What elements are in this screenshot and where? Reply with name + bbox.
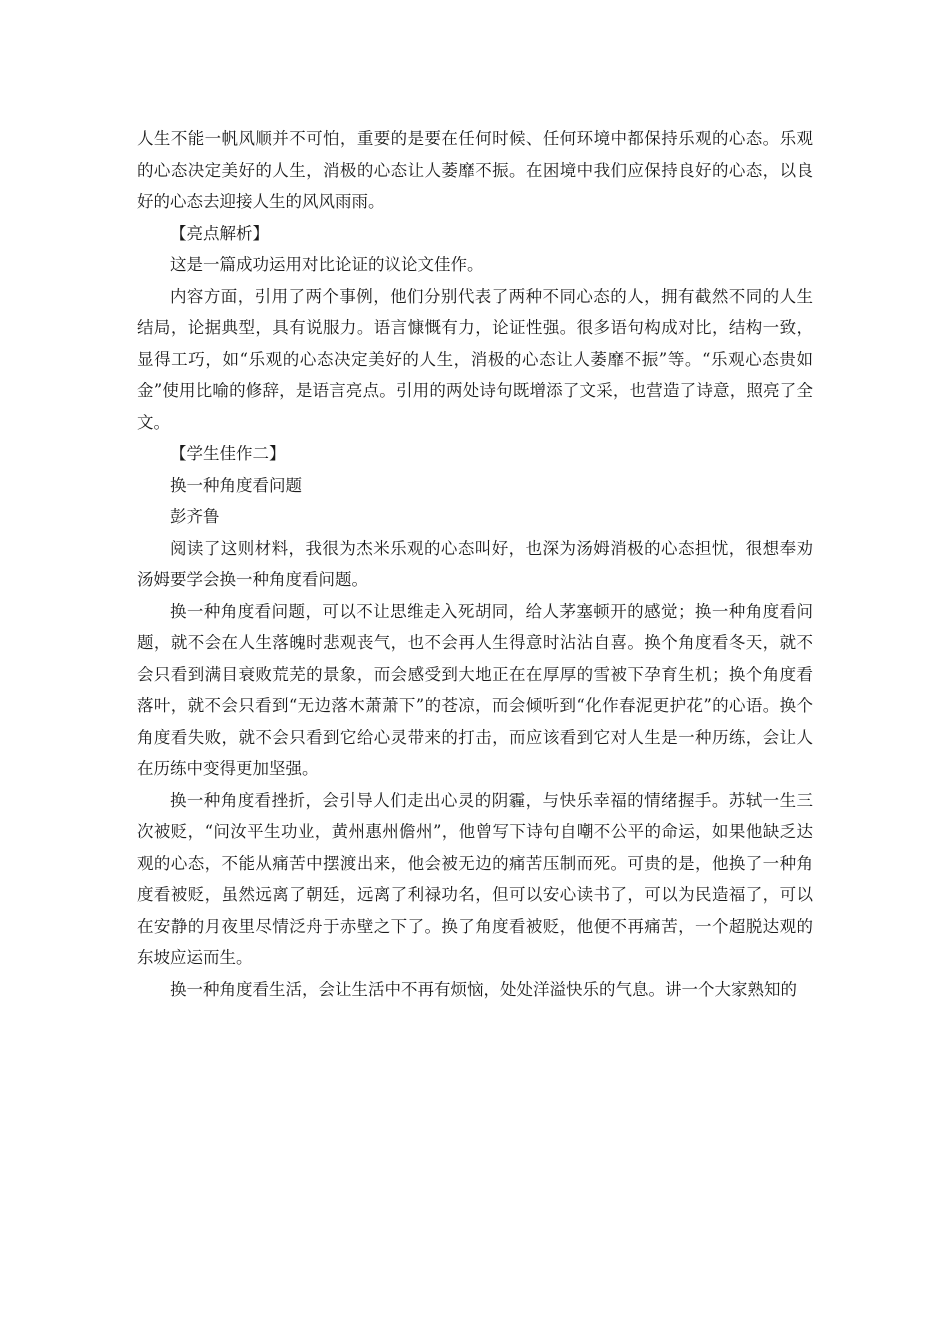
paragraph-conclusion: 人生不能一帆风顺并不可怕，重要的是要在任何时候、任何环境中都保持乐观的心态。乐观的心态决定美好的人生，消极的心态让人萎靡不振。在困境中我们应保持良好的心态，以良好的心态去迎接人生的风风雨雨。 xyxy=(137,129,813,211)
essay-paragraph-life: 换一种角度看生活，会让生活中不再有烦恼，处处洋溢快乐的气息。讲一个大家熟知的 xyxy=(170,979,797,999)
essay-author: 彭齐鲁 xyxy=(170,507,220,526)
section-heading-highlights: 【亮点解析】 xyxy=(170,223,269,243)
essay-title: 换一种角度看问题 xyxy=(170,475,302,495)
essay-paragraph-perspective: 换一种角度看问题，可以不让思维走入死胡同，给人茅塞顿开的感觉；换一种角度看问题，就不会在人生落魄时悲观丧气，也不会再人生得意时沾沾自喜。换个角度看冬天，就不会只看到满目衰败荒芜的景象，而会感受到大地正在在厚厚的雪被下孕育生机；换个角度看落叶，就不会只看到“无边落木萧萧下”的苍凉，而会倾听到“化作春泥更护花”的心语。换个角度看失败，就不会只看到它给心灵带来的打击，而应该看到它对人生是一种历练，会让人在历练中变得更加坚强。 xyxy=(137,601,813,778)
essay-paragraph-intro: 阅读了这则材料，我很为杰米乐观的心态叫好，也深为汤姆消极的心态担忧，很想奉劝汤姆要学会换一种角度看问题。 xyxy=(137,538,813,589)
essay-paragraph-setbacks: 换一种角度看挫折，会引导人们走出心灵的阴霾，与快乐幸福的情绪握手。苏轼一生三次被贬，“问汝平生功业，黄州惠州儋州”，他曾写下诗句自嘲不公平的命运，如果他缺乏达观的心态，不能从痛苦中摆渡出来，他会被无边的痛苦压制而死。可贵的是，他换了一种角度看被贬，虽然远离了朝廷，远离了利禄功名，但可以安心读书了，可以为民造福了，可以在安静的月夜里尽情泛舟于赤壁之下了。换了角度看被贬，他便不再痛苦，一个超脱达观的东坡应运而生。 xyxy=(137,790,813,967)
paragraph-highlights-analysis: 内容方面，引用了两个事例，他们分别代表了两种不同心态的人，拥有截然不同的人生结局，论据典型，具有说服力。语言慷慨有力，论证性强。很多语句构成对比，结构一致，显得工巧，如“乐观的心态决定美好的人生，消极的心态让人萎靡不振”等。“乐观心态贵如金”使用比喻的修辞，是语言亮点。引用的两处诗句既增添了文采，也营造了诗意，照亮了全文。 xyxy=(137,286,813,432)
paragraph-highlights-summary: 这是一篇成功运用对比论证的议论文佳作。 xyxy=(170,255,484,274)
document-body xyxy=(137,123,813,1005)
section-heading-student-essay: 【学生佳作二】 xyxy=(170,444,286,463)
